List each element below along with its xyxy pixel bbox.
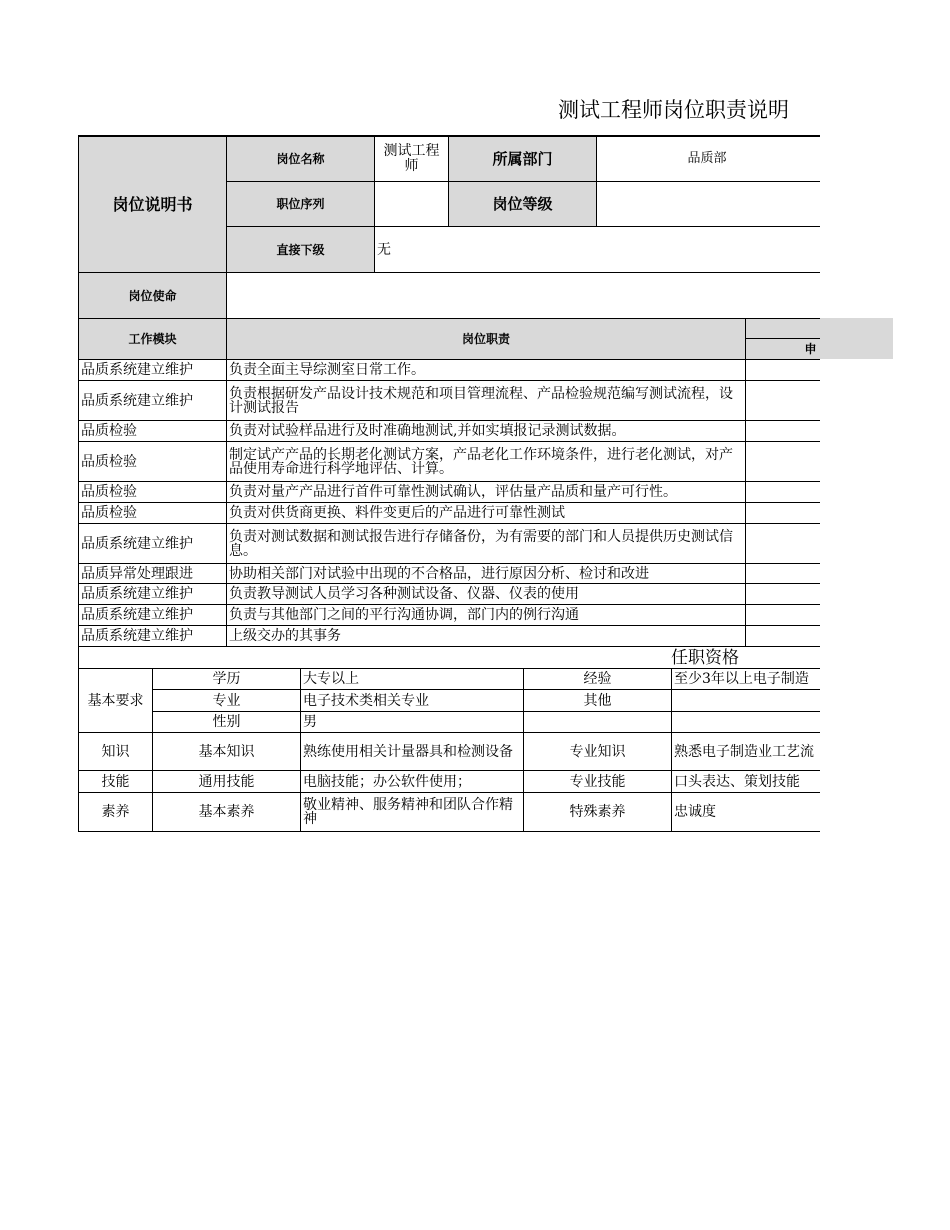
duty-extra-cell	[745, 380, 820, 421]
subordinate-label: 直接下级	[226, 226, 375, 273]
duty-text: 制定试产产品的长期老化测试方案，产品老化工作环境条件，进行老化测试，对产品使用寿命进行科学地评估、计算。	[226, 441, 746, 482]
duty-text: 负责对试验样品进行及时准确地测试,并如实填报记录测试数据。	[226, 420, 746, 442]
duty-extra-cell	[745, 523, 820, 564]
dept-value: 品质部	[596, 135, 820, 182]
major-label: 专业	[152, 689, 301, 712]
skill-label: 技能	[78, 770, 153, 793]
education-value: 大专以上	[300, 668, 524, 690]
mission-label: 岗位使命	[78, 272, 227, 319]
empty-cell	[671, 711, 820, 733]
pro-knowledge-value: 熟悉电子制造业工艺流	[671, 732, 820, 771]
duty-module: 品质检验	[78, 420, 227, 442]
post-name-value: 测试工程师	[374, 135, 449, 182]
special-quality-value: 忠诚度	[671, 792, 820, 832]
duty-extra-cell	[745, 420, 820, 442]
duty-extra-cell	[745, 502, 820, 524]
pro-skill-value: 口头表达、策划技能	[671, 770, 820, 793]
extra-header	[745, 318, 820, 339]
seq-value	[374, 181, 449, 227]
experience-label: 经验	[523, 668, 672, 690]
duty-module: 品质系统建立维护	[78, 583, 227, 605]
duty-extra-cell	[745, 563, 820, 584]
other-label: 其他	[523, 689, 672, 712]
duty-module: 品质系统建立维护	[78, 523, 227, 564]
duty-extra-cell	[745, 441, 820, 482]
duty-text: 负责对量产产品进行首件可靠性测试确认，评估量产品质和量产可行性。	[226, 481, 746, 503]
dept-label: 所属部门	[448, 135, 597, 182]
quality-label: 素养	[78, 792, 153, 832]
general-skill-label: 通用技能	[152, 770, 301, 793]
duty-extra-cell	[745, 359, 820, 381]
basic-quality-value: 敬业精神、服务精神和团队合作精神	[300, 792, 524, 832]
pro-knowledge-label: 专业知识	[523, 732, 672, 771]
mission-value	[226, 272, 820, 319]
duty-text: 负责对测试数据和测试报告进行存储备份，为有需要的部门和人员提供历史测试信息。	[226, 523, 746, 564]
duty-module: 品质系统建立维护	[78, 604, 227, 626]
basic-knowledge-value: 熟练使用相关计量器具和检测设备	[300, 732, 524, 771]
duty-extra-cell	[745, 604, 820, 626]
duty-module: 品质异常处理跟进	[78, 563, 227, 584]
basic-requirements-label: 基本要求	[78, 668, 153, 733]
empty-cell	[523, 711, 672, 733]
level-label: 岗位等级	[448, 181, 597, 227]
special-quality-label: 特殊素养	[523, 792, 672, 832]
duty-module: 品质检验	[78, 441, 227, 482]
knowledge-label: 知识	[78, 732, 153, 771]
duty-text: 负责与其他部门之间的平行沟通协调，部门内的例行沟通	[226, 604, 746, 626]
duty-extra-cell	[745, 481, 820, 503]
pro-skill-label: 专业技能	[523, 770, 672, 793]
duty-text: 负责教导测试人员学习各种测试设备、仪器、仪表的使用	[226, 583, 746, 605]
duty-header: 岗位职责	[226, 318, 746, 360]
doc-label: 岗位说明书	[78, 135, 227, 273]
duty-extra-cell	[745, 625, 820, 647]
post-name-label: 岗位名称	[226, 135, 375, 182]
education-label: 学历	[152, 668, 301, 690]
major-value: 电子技术类相关专业	[300, 689, 524, 712]
duty-text: 协助相关部门对试验中出现的不合格品，进行原因分析、检讨和改进	[226, 563, 746, 584]
basic-knowledge-label: 基本知识	[152, 732, 301, 771]
seq-label: 职位序列	[226, 181, 375, 227]
document-title: 测试工程师岗位职责说明	[558, 98, 789, 122]
module-header: 工作模块	[78, 318, 227, 360]
subordinate-value: 无	[374, 226, 820, 273]
duty-extra-cell	[745, 583, 820, 605]
gender-label: 性别	[152, 711, 301, 733]
duty-module: 品质系统建立维护	[78, 380, 227, 421]
duty-text: 上级交办的其事务	[226, 625, 746, 647]
gender-value: 男	[300, 711, 524, 733]
duty-text: 负责全面主导综测室日常工作。	[226, 359, 746, 381]
duty-module: 品质系统建立维护	[78, 625, 227, 647]
duty-module: 品质系统建立维护	[78, 359, 227, 381]
qualification-title: 任职资格	[78, 646, 820, 669]
experience-value: 至少3年以上电子制造	[671, 668, 820, 690]
duty-text: 负责根据研发产品设计技术规范和项目管理流程、产品检验规范编写测试流程，设计测试报告	[226, 380, 746, 421]
duty-module: 品质检验	[78, 502, 227, 524]
duty-text: 负责对供货商更换、料件变更后的产品进行可靠性测试	[226, 502, 746, 524]
other-value	[671, 689, 820, 712]
duty-module: 品质检验	[78, 481, 227, 503]
basic-quality-label: 基本素养	[152, 792, 301, 832]
extra-subheader: 申	[745, 338, 820, 360]
general-skill-value: 电脑技能；办公软件使用；	[300, 770, 524, 793]
offscreen-header-fill	[820, 318, 893, 359]
level-value	[596, 181, 820, 227]
